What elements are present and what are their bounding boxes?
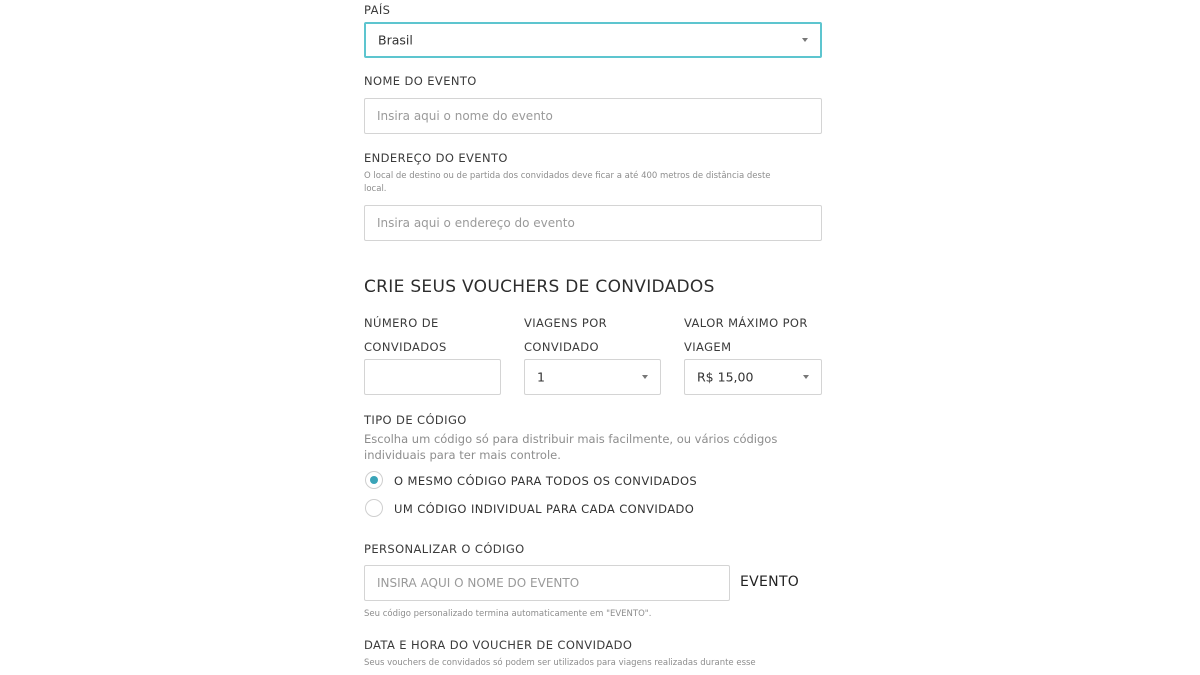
max-value-selected-value: R$ 15,00 bbox=[697, 369, 754, 385]
voucher-datetime-label: DATA E HORA DO VOUCHER DE CONVIDADO bbox=[364, 638, 633, 652]
country-select[interactable] bbox=[364, 22, 822, 58]
radio-selected-dot bbox=[370, 476, 378, 484]
event-address-help-line1: O local de destino ou de partida dos convidados deve ficar a até 400 metros de distância deste bbox=[364, 171, 771, 181]
event-address-label: ENDEREÇO DO EVENTO bbox=[364, 151, 508, 165]
max-value-label-line1: VALOR MÁXIMO POR bbox=[684, 316, 808, 330]
guests-label-line1: NÚMERO DE bbox=[364, 316, 439, 330]
guests-label-line2: CONVIDADOS bbox=[364, 340, 447, 354]
event-address-help-line2: local. bbox=[364, 184, 387, 194]
custom-code-placeholder: INSIRA AQUI O NOME DO EVENTO bbox=[377, 576, 580, 590]
country-selected-value: Brasil bbox=[378, 32, 413, 48]
chevron-down-icon bbox=[642, 375, 648, 379]
event-name-label: NOME DO EVENTO bbox=[364, 74, 477, 88]
voucher-datetime-help: Seus vouchers de convidados só podem ser utilizados para viagens realizadas durante esse bbox=[364, 658, 756, 668]
trips-select[interactable] bbox=[524, 359, 661, 395]
event-name-input[interactable] bbox=[364, 98, 822, 134]
code-type-label: TIPO DE CÓDIGO bbox=[364, 413, 467, 427]
event-address-placeholder: Insira aqui o endereço do evento bbox=[377, 216, 575, 230]
code-type-help-line2: individuais para ter mais controle. bbox=[364, 448, 561, 462]
guests-count-input[interactable] bbox=[364, 359, 501, 395]
max-value-select[interactable] bbox=[684, 359, 822, 395]
radio-same-code[interactable] bbox=[365, 471, 383, 489]
country-label: PAÍS bbox=[364, 3, 391, 17]
max-value-label-line2: VIAGEM bbox=[684, 340, 732, 354]
radio-same-code-label[interactable]: O MESMO CÓDIGO PARA TODOS OS CONVIDADOS bbox=[394, 474, 698, 488]
event-name-placeholder: Insira aqui o nome do evento bbox=[377, 109, 553, 123]
section-title: CRIE SEUS VOUCHERS DE CONVIDADOS bbox=[364, 277, 715, 297]
radio-individual-code[interactable] bbox=[365, 499, 383, 517]
trips-label-line1: VIAGENS POR bbox=[524, 316, 608, 330]
event-address-input[interactable] bbox=[364, 205, 822, 241]
chevron-down-icon bbox=[802, 38, 808, 42]
custom-code-input[interactable] bbox=[364, 565, 730, 601]
trips-label-line2: CONVIDADO bbox=[524, 340, 599, 354]
radio-individual-code-label[interactable]: UM CÓDIGO INDIVIDUAL PARA CADA CONVIDADO bbox=[394, 502, 695, 516]
event-form bbox=[364, 0, 822, 675]
chevron-down-icon bbox=[803, 375, 809, 379]
custom-code-help: Seu código personalizado termina automaticamente em "EVENTO". bbox=[364, 609, 652, 619]
code-type-help-line1: Escolha um código só para distribuir mais facilmente, ou vários códigos bbox=[364, 432, 778, 446]
trips-selected-value: 1 bbox=[537, 369, 545, 385]
custom-code-label: PERSONALIZAR O CÓDIGO bbox=[364, 542, 525, 556]
custom-code-suffix: EVENTO bbox=[740, 574, 800, 590]
